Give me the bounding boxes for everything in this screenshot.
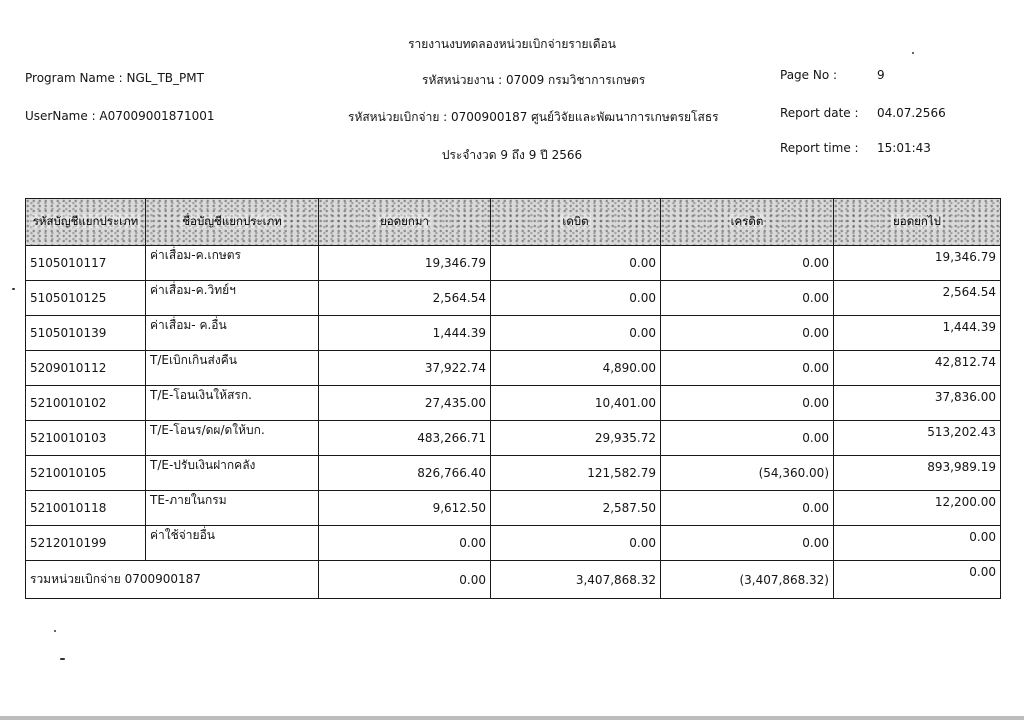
table-row [26,386,1001,421]
debit: 2,587.50 [491,491,661,526]
table-row [26,491,1001,526]
total-credit: (3,407,868.32) [661,561,834,599]
username: UserName : A07009001871001 [25,109,215,123]
credit: 0.00 [661,351,834,386]
debit: 121,582.79 [491,456,661,491]
account-name: T/E-โอนร/ดผ/ดให้บก. [146,421,319,456]
table-header-row [26,199,1001,246]
carried-forward: 19,346.79 [834,246,1001,281]
agency-code: รหัสหน่วยงาน : 07009 กรมวิชาการเกษตร [422,73,646,87]
total-carried-forward: 0.00 [834,561,1001,599]
account-name: T/E-โอนเงินให้สรก. [146,386,319,421]
header-debit: เดบิต [491,199,661,246]
header-credit: เครดิต [661,199,834,246]
table-row [26,421,1001,456]
carried-forward: 893,989.19 [834,456,1001,491]
report-date-value: 04.07.2566 [877,106,946,120]
brought-forward: 2,564.54 [319,281,491,316]
account-code: 5210010103 [26,421,146,456]
report-time-value: 15:01:43 [877,141,931,155]
brought-forward: 19,346.79 [319,246,491,281]
scan-bottom-edge [0,716,1024,720]
credit: 0.00 [661,386,834,421]
credit: 0.00 [661,316,834,351]
table-row [26,456,1001,491]
account-name: T/E-ปรับเงินฝากคลัง [146,456,319,491]
scan-speck [54,630,56,632]
trial-balance-table [25,198,1001,599]
carried-forward: 42,812.74 [834,351,1001,386]
carried-forward: 2,564.54 [834,281,1001,316]
brought-forward: 826,766.40 [319,456,491,491]
account-code: 5209010112 [26,351,146,386]
total-label: รวมหน่วยเบิกจ่าย 0700900187 [26,561,319,599]
table-row [26,281,1001,316]
carried-forward: 37,836.00 [834,386,1001,421]
brought-forward: 1,444.39 [319,316,491,351]
brought-forward: 27,435.00 [319,386,491,421]
carried-forward: 0.00 [834,526,1001,561]
account-code: 5105010125 [26,281,146,316]
scan-speck [912,52,914,54]
header-account-code: รหัสบัญชีแยกประเภท [26,199,146,246]
page-no-value: 9 [877,68,885,82]
report-title: รายงานงบทดลองหน่วยเบิกจ่ายรายเดือน [408,37,616,51]
table-row [26,316,1001,351]
account-name: ค่าเสื่อม-ค.วิทย์ฯ [146,281,319,316]
debit: 0.00 [491,526,661,561]
brought-forward: 37,922.74 [319,351,491,386]
scan-speck [12,288,15,290]
report-date-label: Report date : [780,106,859,120]
disbursement-unit: รหัสหน่วยเบิกจ่าย : 0700900187 ศูนย์วิจัยและพัฒนาการเกษตรยโสธร [348,110,719,124]
credit: 0.00 [661,281,834,316]
carried-forward: 12,200.00 [834,491,1001,526]
carried-forward: 1,444.39 [834,316,1001,351]
account-code: 5105010139 [26,316,146,351]
report-time-label: Report time : [780,141,859,155]
scan-speck [60,658,65,660]
credit: (54,360.00) [661,456,834,491]
debit: 0.00 [491,246,661,281]
account-code: 5212010199 [26,526,146,561]
account-name: ค่าเสื่อม-ค.เกษตร [146,246,319,281]
debit: 0.00 [491,316,661,351]
brought-forward: 483,266.71 [319,421,491,456]
brought-forward: 0.00 [319,526,491,561]
page-no-label: Page No : [780,68,838,82]
table-row [26,526,1001,561]
debit: 0.00 [491,281,661,316]
debit: 29,935.72 [491,421,661,456]
header-account-name: ชื่อบัญชีแยกประเภท [146,199,319,246]
account-code: 5105010117 [26,246,146,281]
total-debit: 3,407,868.32 [491,561,661,599]
account-code: 5210010102 [26,386,146,421]
table-row [26,246,1001,281]
account-name: T/Eเบิกเกินส่งคืน [146,351,319,386]
account-name: ค่าใช้จ่ายอื่น [146,526,319,561]
table-total-row [26,561,1001,599]
credit: 0.00 [661,246,834,281]
account-code: 5210010105 [26,456,146,491]
total-brought-forward: 0.00 [319,561,491,599]
debit: 4,890.00 [491,351,661,386]
credit: 0.00 [661,491,834,526]
header-carried-forward: ยอดยกไป [834,199,1001,246]
report-period: ประจำงวด 9 ถึง 9 ปี 2566 [441,148,583,162]
table-row [26,351,1001,386]
account-name: TE-ภายในกรม [146,491,319,526]
credit: 0.00 [661,421,834,456]
account-code: 5210010118 [26,491,146,526]
program-name: Program Name : NGL_TB_PMT [25,71,204,85]
account-name: ค่าเสื่อม- ค.อื่น [146,316,319,351]
credit: 0.00 [661,526,834,561]
carried-forward: 513,202.43 [834,421,1001,456]
debit: 10,401.00 [491,386,661,421]
header-brought-forward: ยอดยกมา [319,199,491,246]
brought-forward: 9,612.50 [319,491,491,526]
